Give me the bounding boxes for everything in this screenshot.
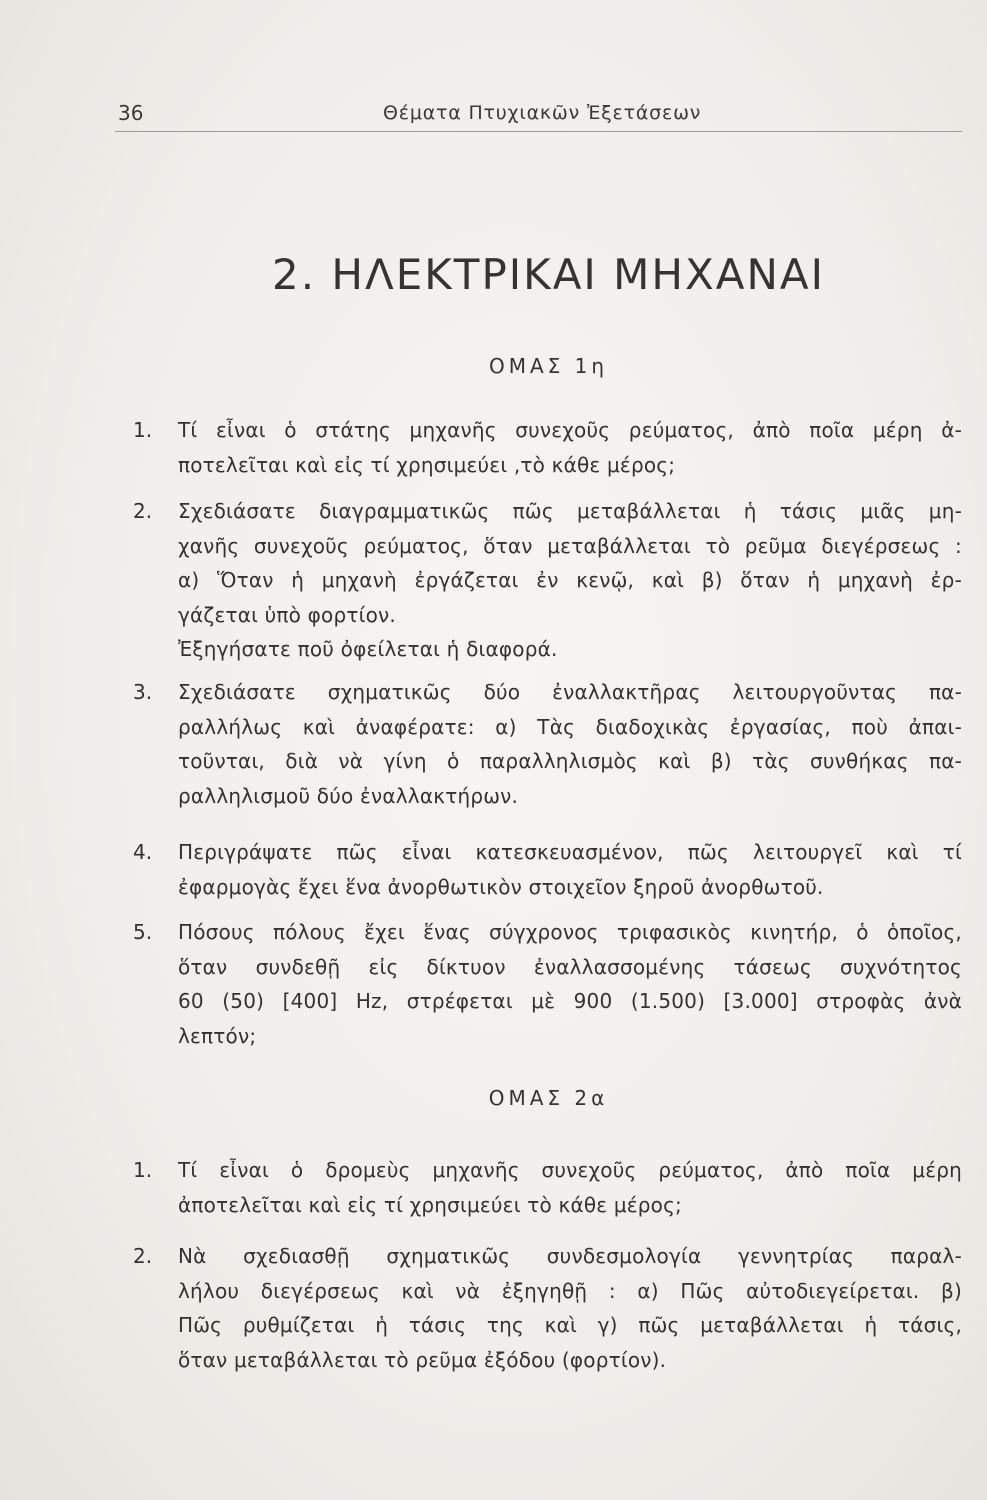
question-line: γάζεται ὑπὸ φορτίον. [178,602,396,627]
question-line: ραλληλισμοῦ δύο ἐναλλακτήρων. [178,783,519,808]
group-title: ΟΜΑΣ 2α [488,1086,609,1110]
question-number: 4. [133,840,153,864]
question-item [133,1239,962,1377]
question-line: ὅταν συνδεθῇ εἰς δίκτυον ἐναλλασσομένης τάσεως συχνότητος [178,954,962,979]
question-line: Νὰ σχεδιασθῇ σχηματικῶς συνδεσμολογία γεννητρίας παραλ- [178,1244,962,1268]
question-line: Ἐξηγήσατε ποῦ ὀφείλεται ἡ διαφορά. [178,637,558,661]
question-item [133,675,962,813]
question-line: 60 (50) [400] Hz, στρέφεται μὲ 900 (1.500) [3.000] στροφὰς ἀνὰ [178,989,962,1013]
question-line: ραλλήλως καὶ ἀναφέρατε: α) Τὰς διαδοχικὰς ἐργασίας, ποὺ ἀπαι- [178,714,962,739]
question-line: λεπτόν; [178,1023,257,1048]
question-item [133,835,962,904]
page-number: 36 [118,101,144,125]
question-item [133,413,962,482]
question-item [133,494,962,667]
question-number: 2. [133,1244,153,1268]
question-line: ἀποτελεῖται καὶ εἰς τί χρησιμεύει τὸ κάθε μέρος; [178,1192,682,1217]
question-line: ὅταν μεταβάλλεται τὸ ρεῦμα ἐξόδου (φορτίον). [178,1347,667,1372]
question-line: χανῆς συνεχοῦς ρεύματος, ὅταν μεταβάλλεται τὸ ρεῦμα διεγέρσεως : [178,533,962,558]
question-line: α) Ὅταν ἡ μηχανὴ ἐργάζεται ἐν κενῷ, καὶ β) ὅταν ἡ μηχανὴ ἐρ- [178,568,962,592]
header-rule [115,131,962,132]
chapter-title: 2. ΗΛΕΚΤΡΙΚΑΙ ΜΗΧΑΝΑΙ [271,250,826,299]
question-number: 3. [133,680,153,704]
question-line: Περιγράψατε πῶς εἶναι κατεσκευασμένον, πῶς λειτουργεῖ καὶ τί [178,840,962,864]
question-line: Τί εἶναι ὁ δρομεὺς μηχανῆς συνεχοῦς ρεύματος, ἀπὸ ποῖα μέρη [178,1158,962,1182]
running-title: Θέματα Πτυχιακῶν Ἐξετάσεων [383,102,702,124]
question-line: λήλου διεγέρσεως καὶ νὰ ἐξηγηθῇ : α) Πῶς αὐτοδιεγείρεται. β) [178,1278,962,1303]
question-line: Σχεδιάσατε διαγραμματικῶς πῶς μεταβάλλεται ἡ τάσις μιᾶς μη- [178,499,962,523]
question-number: 5. [133,920,153,944]
group-title: ΟΜΑΣ 1η [488,354,609,378]
question-number: 1. [133,1158,153,1182]
question-line: ἐφαρμογὰς ἔχει ἕνα ἀνορθωτικὸν στοιχεῖον ξηροῦ ἀνορθωτοῦ. [178,874,824,899]
question-number: 2. [133,499,153,523]
question-line: τοῦνται, διὰ νὰ γίνη ὁ παραλληλισμὸς καὶ β) τὰς συνθήκας πα- [178,749,962,773]
question-line: Τί εἶναι ὁ στάτης μηχανῆς συνεχοῦς ρεύματος, ἀπὸ ποῖα μέρη ἀ- [178,418,962,442]
question-line: ποτελεῖται καὶ εἰς τί χρησιμεύει ,τὸ κάθε μέρος; [178,452,676,477]
question-item [133,915,962,1053]
question-number: 1. [133,418,153,442]
question-line: Σχεδιάσατε σχηματικῶς δύο ἐναλλακτῆρας λειτουργοῦντας πα- [178,680,962,704]
question-line: Πῶς ρυθμίζεται ἡ τάσις της καὶ γ) πῶς μεταβάλλεται ἡ τάσις, [178,1313,962,1337]
question-line: Πόσους πόλους ἔχει ἕνας σύγχρονος τριφασικὸς κινητήρ, ὁ ὁποῖος, [178,920,962,944]
question-item [133,1153,962,1222]
